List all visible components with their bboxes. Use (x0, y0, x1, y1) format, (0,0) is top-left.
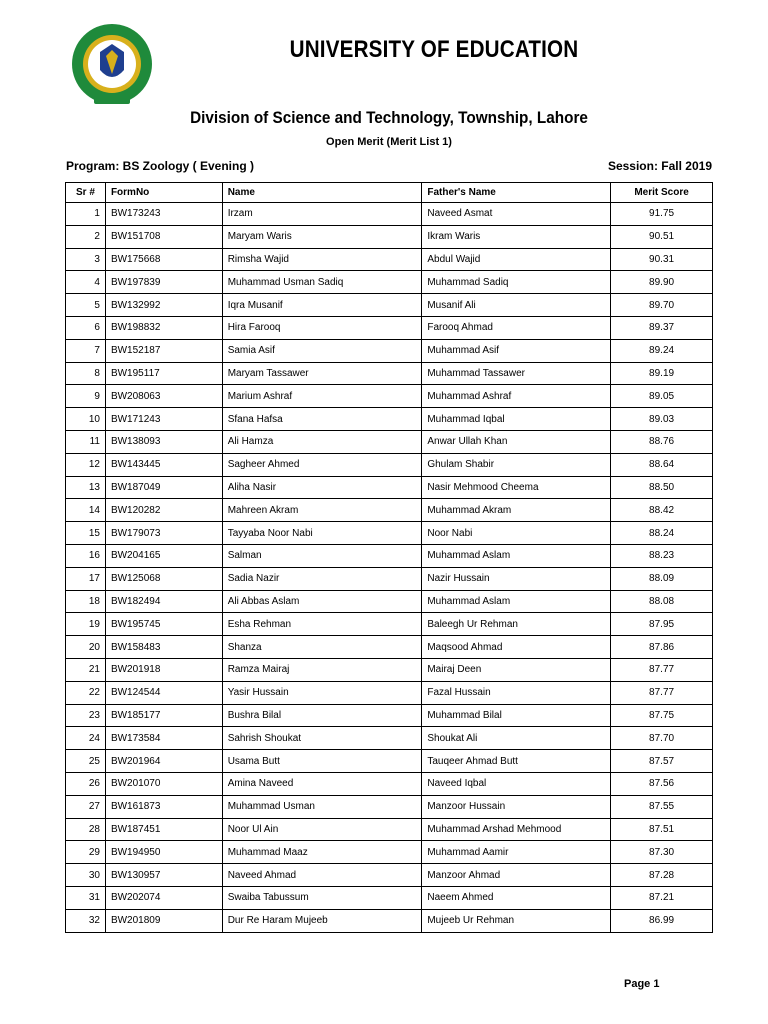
cell-name: Shanza (222, 636, 422, 659)
cell-merit-score: 88.76 (611, 430, 713, 453)
cell-formno: BW201070 (105, 772, 222, 795)
cell-name: Salman (222, 544, 422, 567)
cell-name: Sagheer Ahmed (222, 453, 422, 476)
cell-formno: BW179073 (105, 522, 222, 545)
cell-merit-score: 88.23 (611, 544, 713, 567)
column-header-name: Name (222, 183, 422, 203)
cell-fathers-name: Baleegh Ur Rehman (422, 613, 611, 636)
cell-fathers-name: Muhammad Sadiq (422, 271, 611, 294)
cell-fathers-name: Naeem Ahmed (422, 886, 611, 909)
page-title: UNIVERSITY OF EDUCATION (289, 36, 579, 63)
cell-sr: 21 (66, 658, 106, 681)
cell-formno: BW125068 (105, 567, 222, 590)
cell-name: Muhammad Maaz (222, 841, 422, 864)
table-row (66, 636, 713, 659)
cell-fathers-name: Shoukat Ali (422, 727, 611, 750)
cell-fathers-name: Mairaj Deen (422, 658, 611, 681)
table-row (66, 909, 713, 932)
cell-sr: 7 (66, 339, 106, 362)
table-row (66, 750, 713, 773)
cell-name: Aliha Nasir (222, 476, 422, 499)
table-row (66, 294, 713, 317)
cell-fathers-name: Naveed Asmat (422, 203, 611, 226)
cell-formno: BW187049 (105, 476, 222, 499)
cell-name: Maryam Tassawer (222, 362, 422, 385)
table-row (66, 567, 713, 590)
cell-name: Irzam (222, 203, 422, 226)
cell-sr: 10 (66, 408, 106, 431)
cell-name: Sadia Nazir (222, 567, 422, 590)
cell-fathers-name: Farooq Ahmad (422, 316, 611, 339)
cell-fathers-name: Muhammad Aslam (422, 590, 611, 613)
cell-formno: BW201918 (105, 658, 222, 681)
cell-merit-score: 88.24 (611, 522, 713, 545)
cell-merit-score: 89.05 (611, 385, 713, 408)
cell-formno: BW151708 (105, 225, 222, 248)
cell-fathers-name: Muhammad Tassawer (422, 362, 611, 385)
table-row (66, 681, 713, 704)
cell-formno: BW130957 (105, 864, 222, 887)
cell-fathers-name: Ghulam Shabir (422, 453, 611, 476)
cell-sr: 24 (66, 727, 106, 750)
cell-merit-score: 87.55 (611, 795, 713, 818)
cell-formno: BW138093 (105, 430, 222, 453)
table-row (66, 522, 713, 545)
cell-sr: 11 (66, 430, 106, 453)
cell-fathers-name: Musanif Ali (422, 294, 611, 317)
cell-sr: 14 (66, 499, 106, 522)
cell-name: Mahreen Akram (222, 499, 422, 522)
cell-formno: BW120282 (105, 499, 222, 522)
table-row (66, 339, 713, 362)
table-row (66, 544, 713, 567)
cell-fathers-name: Muhammad Asif (422, 339, 611, 362)
program-label: Program: BS Zoology ( Evening ) (66, 159, 255, 173)
cell-merit-score: 89.90 (611, 271, 713, 294)
cell-name: Muhammad Usman Sadiq (222, 271, 422, 294)
cell-sr: 16 (66, 544, 106, 567)
cell-formno: BW173243 (105, 203, 222, 226)
cell-formno: BW202074 (105, 886, 222, 909)
cell-formno: BW182494 (105, 590, 222, 613)
cell-sr: 8 (66, 362, 106, 385)
column-header-sr: Sr # (66, 183, 106, 203)
table-row (66, 408, 713, 431)
table-row (66, 818, 713, 841)
cell-merit-score: 87.70 (611, 727, 713, 750)
cell-fathers-name: Naveed Iqbal (422, 772, 611, 795)
cell-formno: BW152187 (105, 339, 222, 362)
cell-sr: 22 (66, 681, 106, 704)
cell-merit-score: 88.08 (611, 590, 713, 613)
cell-formno: BW158483 (105, 636, 222, 659)
cell-name: Esha Rehman (222, 613, 422, 636)
page-number: Page 1 (624, 978, 660, 990)
cell-sr: 32 (66, 909, 106, 932)
column-header-formno: FormNo (105, 183, 222, 203)
cell-formno: BW124544 (105, 681, 222, 704)
cell-merit-score: 90.51 (611, 225, 713, 248)
table-body (66, 203, 713, 933)
cell-merit-score: 87.57 (611, 750, 713, 773)
cell-merit-score: 87.56 (611, 772, 713, 795)
cell-name: Marium Ashraf (222, 385, 422, 408)
cell-fathers-name: Muhammad Bilal (422, 704, 611, 727)
cell-merit-score: 86.99 (611, 909, 713, 932)
cell-sr: 4 (66, 271, 106, 294)
merit-table (65, 182, 713, 933)
cell-formno: BW143445 (105, 453, 222, 476)
table-row (66, 430, 713, 453)
cell-formno: BW132992 (105, 294, 222, 317)
cell-sr: 30 (66, 864, 106, 887)
table-row (66, 727, 713, 750)
cell-fathers-name: Muhammad Iqbal (422, 408, 611, 431)
cell-formno: BW194950 (105, 841, 222, 864)
cell-merit-score: 89.24 (611, 339, 713, 362)
cell-name: Swaiba Tabussum (222, 886, 422, 909)
table-row (66, 704, 713, 727)
cell-formno: BW195745 (105, 613, 222, 636)
table-row (66, 225, 713, 248)
table-header-row (66, 183, 713, 203)
cell-sr: 12 (66, 453, 106, 476)
cell-merit-score: 88.50 (611, 476, 713, 499)
table-row (66, 385, 713, 408)
cell-merit-score: 88.42 (611, 499, 713, 522)
cell-fathers-name: Muhammad Aslam (422, 544, 611, 567)
cell-name: Noor Ul Ain (222, 818, 422, 841)
table-row (66, 613, 713, 636)
cell-fathers-name: Manzoor Ahmad (422, 864, 611, 887)
cell-merit-score: 89.03 (611, 408, 713, 431)
cell-merit-score: 91.75 (611, 203, 713, 226)
cell-fathers-name: Muhammad Ashraf (422, 385, 611, 408)
cell-formno: BW201964 (105, 750, 222, 773)
cell-name: Sfana Hafsa (222, 408, 422, 431)
cell-name: Usama Butt (222, 750, 422, 773)
cell-fathers-name: Noor Nabi (422, 522, 611, 545)
cell-fathers-name: Manzoor Hussain (422, 795, 611, 818)
table-row (66, 248, 713, 271)
cell-merit-score: 89.37 (611, 316, 713, 339)
table-row (66, 795, 713, 818)
table-row (66, 590, 713, 613)
cell-fathers-name: Mujeeb Ur Rehman (422, 909, 611, 932)
cell-sr: 6 (66, 316, 106, 339)
cell-sr: 2 (66, 225, 106, 248)
cell-sr: 20 (66, 636, 106, 659)
cell-merit-score: 88.09 (611, 567, 713, 590)
cell-sr: 15 (66, 522, 106, 545)
cell-formno: BW204165 (105, 544, 222, 567)
cell-name: Samia Asif (222, 339, 422, 362)
table-row (66, 476, 713, 499)
cell-fathers-name: Muhammad Arshad Mehmood (422, 818, 611, 841)
cell-sr: 19 (66, 613, 106, 636)
cell-fathers-name: Fazal Hussain (422, 681, 611, 704)
cell-formno: BW198832 (105, 316, 222, 339)
cell-merit-score: 87.28 (611, 864, 713, 887)
cell-name: Maryam Waris (222, 225, 422, 248)
cell-sr: 13 (66, 476, 106, 499)
cell-formno: BW208063 (105, 385, 222, 408)
cell-formno: BW195117 (105, 362, 222, 385)
cell-name: Muhammad Usman (222, 795, 422, 818)
cell-name: Dur Re Haram Mujeeb (222, 909, 422, 932)
cell-merit-score: 87.51 (611, 818, 713, 841)
cell-formno: BW173584 (105, 727, 222, 750)
cell-formno: BW201809 (105, 909, 222, 932)
table-row (66, 316, 713, 339)
table-row (66, 203, 713, 226)
table-row (66, 453, 713, 476)
cell-fathers-name: Muhammad Aamir (422, 841, 611, 864)
column-header-fathers-name: Father's Name (422, 183, 611, 203)
cell-name: Ali Abbas Aslam (222, 590, 422, 613)
cell-merit-score: 87.77 (611, 681, 713, 704)
cell-merit-score: 87.21 (611, 886, 713, 909)
cell-name: Naveed Ahmad (222, 864, 422, 887)
table-row (66, 772, 713, 795)
cell-sr: 1 (66, 203, 106, 226)
cell-sr: 26 (66, 772, 106, 795)
cell-fathers-name: Nazir Hussain (422, 567, 611, 590)
cell-fathers-name: Anwar Ullah Khan (422, 430, 611, 453)
cell-name: Sahrish Shoukat (222, 727, 422, 750)
table-row (66, 499, 713, 522)
cell-fathers-name: Nasir Mehmood Cheema (422, 476, 611, 499)
cell-merit-score: 89.70 (611, 294, 713, 317)
cell-name: Iqra Musanif (222, 294, 422, 317)
cell-sr: 3 (66, 248, 106, 271)
cell-formno: BW171243 (105, 408, 222, 431)
cell-merit-score: 87.75 (611, 704, 713, 727)
cell-formno: BW185177 (105, 704, 222, 727)
cell-fathers-name: Maqsood Ahmad (422, 636, 611, 659)
cell-name: Ali Hamza (222, 430, 422, 453)
division-subtitle: Division of Science and Technology, Township, Lahore (190, 108, 588, 127)
cell-merit-score: 87.30 (611, 841, 713, 864)
cell-formno: BW175668 (105, 248, 222, 271)
cell-formno: BW187451 (105, 818, 222, 841)
cell-sr: 31 (66, 886, 106, 909)
cell-formno: BW161873 (105, 795, 222, 818)
cell-name: Rimsha Wajid (222, 248, 422, 271)
cell-name: Tayyaba Noor Nabi (222, 522, 422, 545)
cell-sr: 5 (66, 294, 106, 317)
column-header-merit-score: Merit Score (611, 183, 713, 203)
cell-merit-score: 87.86 (611, 636, 713, 659)
cell-sr: 17 (66, 567, 106, 590)
cell-name: Ramza Mairaj (222, 658, 422, 681)
cell-sr: 9 (66, 385, 106, 408)
cell-merit-score: 87.77 (611, 658, 713, 681)
cell-sr: 18 (66, 590, 106, 613)
table-row (66, 362, 713, 385)
table-row (66, 658, 713, 681)
cell-name: Bushra Bilal (222, 704, 422, 727)
cell-name: Yasir Hussain (222, 681, 422, 704)
cell-fathers-name: Abdul Wajid (422, 248, 611, 271)
cell-merit-score: 88.64 (611, 453, 713, 476)
session-label: Session: Fall 2019 (607, 159, 712, 173)
cell-sr: 23 (66, 704, 106, 727)
cell-name: Amina Naveed (222, 772, 422, 795)
table-row (66, 271, 713, 294)
cell-sr: 27 (66, 795, 106, 818)
table-row (66, 841, 713, 864)
cell-merit-score: 89.19 (611, 362, 713, 385)
cell-fathers-name: Muhammad Akram (422, 499, 611, 522)
merit-list-title: Open Merit (Merit List 1) (326, 136, 452, 148)
cell-formno: BW197839 (105, 271, 222, 294)
cell-sr: 25 (66, 750, 106, 773)
table-row (66, 886, 713, 909)
cell-merit-score: 90.31 (611, 248, 713, 271)
cell-name: Hira Farooq (222, 316, 422, 339)
cell-fathers-name: Ikram Waris (422, 225, 611, 248)
cell-fathers-name: Tauqeer Ahmad Butt (422, 750, 611, 773)
cell-sr: 28 (66, 818, 106, 841)
table-row (66, 864, 713, 887)
cell-sr: 29 (66, 841, 106, 864)
cell-merit-score: 87.95 (611, 613, 713, 636)
